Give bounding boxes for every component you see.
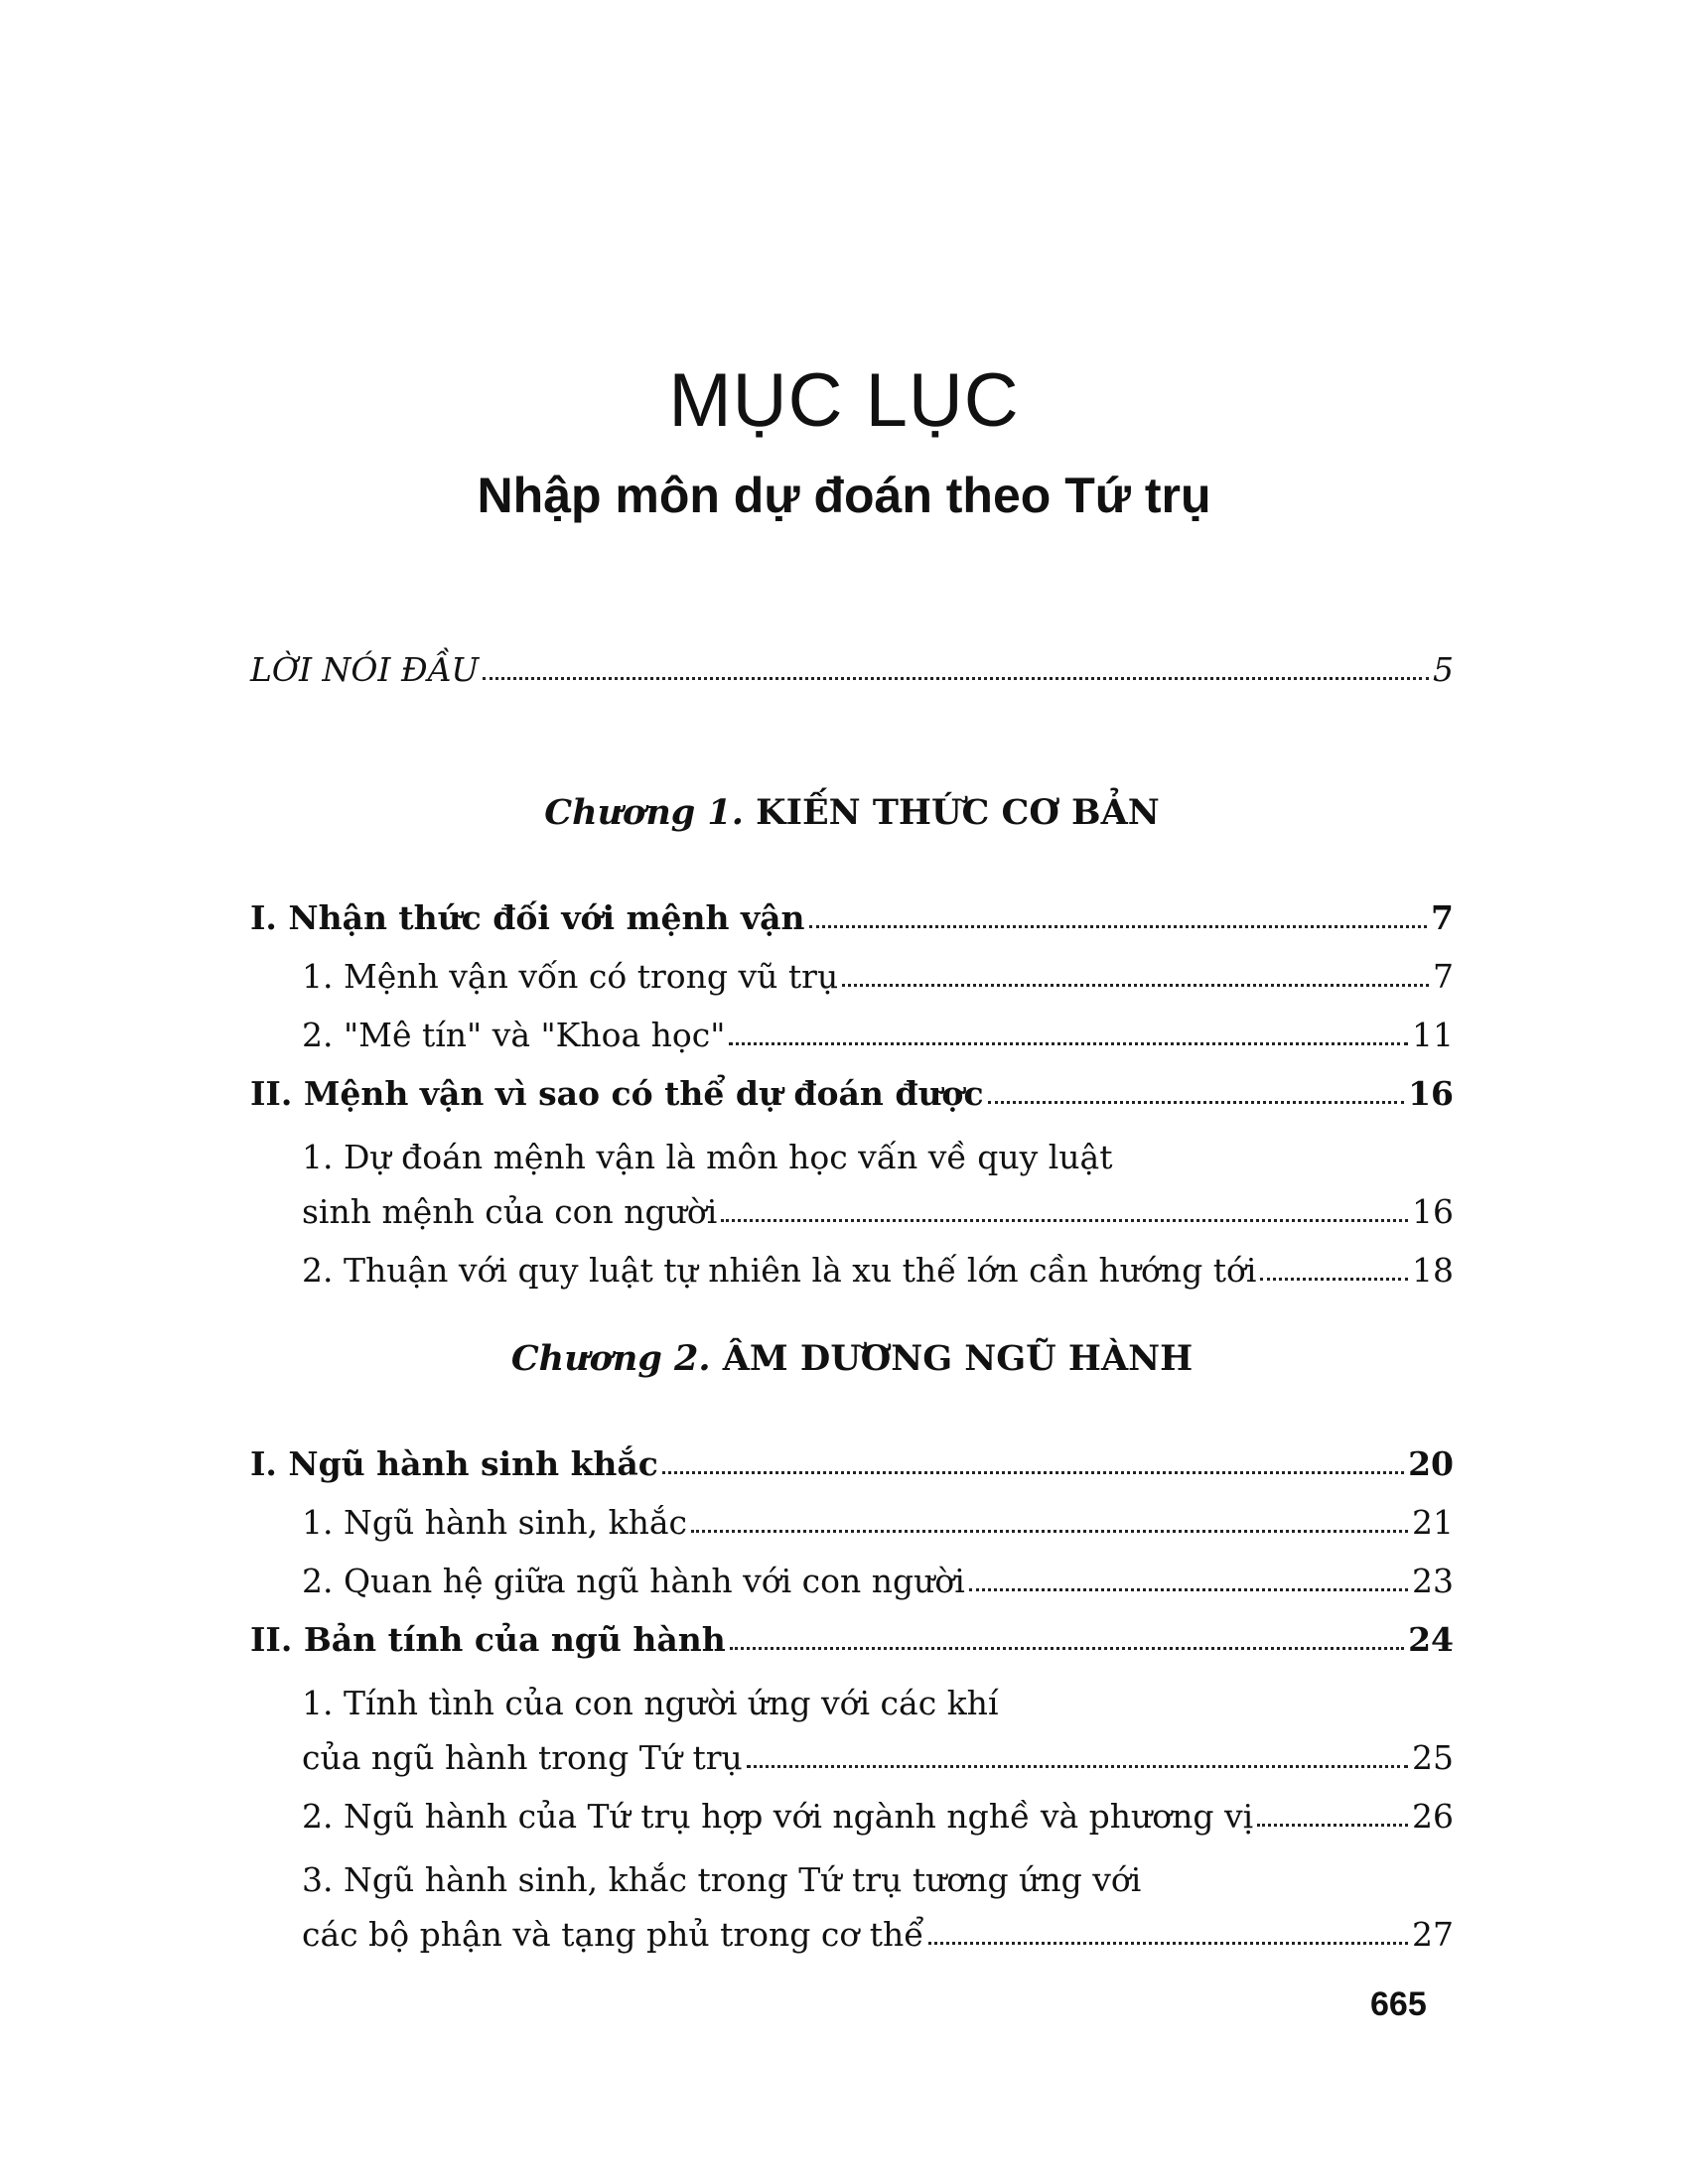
- toc-item-entry[interactable]: [302, 1555, 1454, 1600]
- toc-section-entry[interactable]: [250, 1613, 1454, 1659]
- entry-page: 26: [1412, 1797, 1454, 1836]
- entry-page: 7: [1431, 898, 1454, 937]
- leader-dots: [928, 1942, 1408, 1945]
- entry-page: 21: [1412, 1503, 1454, 1542]
- entry-page: 16: [1412, 1192, 1454, 1231]
- toc-section-entry[interactable]: [250, 1067, 1454, 1113]
- entry-label: sinh mệnh của con người: [302, 1192, 718, 1231]
- toc-section-entry[interactable]: [250, 891, 1454, 937]
- entry-label: LỜI NÓI ĐẦU: [250, 650, 480, 689]
- toc-item-entry[interactable]: [302, 1009, 1454, 1054]
- entry-page: 11: [1412, 1016, 1454, 1054]
- entry-page: 24: [1408, 1620, 1454, 1659]
- entry-label: I. Ngũ hành sinh khắc: [250, 1444, 658, 1483]
- entry-page: 5: [1433, 650, 1454, 689]
- entry-page: 18: [1412, 1251, 1454, 1290]
- toc-item-first-line: 3. Ngũ hành sinh, khắc trong Tứ trụ tương ứng với: [302, 1860, 1142, 1899]
- entry-page: 25: [1412, 1738, 1454, 1777]
- entry-page: 16: [1408, 1074, 1454, 1113]
- entry-label: 2. Ngũ hành của Tứ trụ hợp với ngành nghề và phương vị: [302, 1797, 1254, 1836]
- entry-label: 1. Ngũ hành sinh, khắc: [302, 1503, 688, 1542]
- chapter-heading-1: [250, 792, 1454, 833]
- chapter-prefix: Chương 2.: [510, 1338, 711, 1379]
- toc-item-first-line: 1. Dự đoán mệnh vận là môn học vấn về quy luật: [302, 1138, 1113, 1176]
- toc-item-entry[interactable]: [302, 1185, 1454, 1231]
- toc-item-first-line: 1. Tính tình của con người ứng với các khí: [302, 1684, 999, 1722]
- entry-label: 2. Quan hệ giữa ngũ hành với con người: [302, 1562, 965, 1600]
- book-subtitle: Nhập môn dự đoán theo Tứ trụ: [477, 468, 1211, 523]
- leader-dots: [747, 1765, 1408, 1768]
- leader-dots: [809, 925, 1428, 928]
- entry-page: 7: [1433, 957, 1454, 996]
- page-number: 665: [1370, 1985, 1427, 2023]
- chapter-heading-2: [250, 1338, 1454, 1379]
- leader-dots: [969, 1588, 1408, 1591]
- entry-label: của ngũ hành trong Tứ trụ: [302, 1738, 743, 1777]
- leader-dots: [988, 1101, 1405, 1104]
- toc-item-entry[interactable]: [302, 950, 1454, 996]
- toc-item-entry[interactable]: [302, 1731, 1454, 1777]
- entry-label: các bộ phận và tạng phủ trong cơ thể: [302, 1915, 924, 1954]
- leader-dots: [842, 984, 1429, 987]
- entry-label: II. Mệnh vận vì sao có thể dự đoán được: [250, 1074, 984, 1113]
- toc-item-entry[interactable]: [302, 1908, 1454, 1954]
- entry-label: II. Bản tính của ngũ hành: [250, 1620, 726, 1659]
- toc-entry-preface[interactable]: [250, 643, 1454, 689]
- leader-dots: [1257, 1824, 1408, 1827]
- leader-dots: [721, 1219, 1408, 1222]
- toc-item-entry[interactable]: [302, 1496, 1454, 1542]
- chapter-prefix: Chương 1.: [544, 792, 744, 833]
- entry-label: 1. Mệnh vận vốn có trong vũ trụ: [302, 957, 839, 996]
- leader-dots: [730, 1647, 1404, 1650]
- entry-label: I. Nhận thức đối với mệnh vận: [250, 898, 805, 937]
- leader-dots: [691, 1530, 1408, 1533]
- toc-item-entry[interactable]: [302, 1244, 1454, 1290]
- entry-page: 23: [1412, 1562, 1454, 1600]
- toc-section-entry[interactable]: [250, 1437, 1454, 1483]
- chapter-name: KIẾN THỨC CƠ BẢN: [756, 792, 1160, 833]
- entry-page: 20: [1408, 1444, 1454, 1483]
- leader-dots: [483, 677, 1429, 680]
- entry-label: 2. Thuận với quy luật tự nhiên là xu thế lớn cần hướng tới: [302, 1251, 1257, 1290]
- leader-dots: [729, 1042, 1408, 1045]
- entry-page: 27: [1412, 1915, 1454, 1954]
- leader-dots: [662, 1471, 1404, 1474]
- leader-dots: [1260, 1278, 1408, 1281]
- toc-title: MỤC LỤC: [668, 358, 1020, 443]
- entry-label: 2. "Mê tín" và "Khoa học": [302, 1016, 726, 1054]
- toc-item-entry[interactable]: [302, 1790, 1454, 1836]
- chapter-name: ÂM DƯƠNG NGŨ HÀNH: [722, 1338, 1194, 1379]
